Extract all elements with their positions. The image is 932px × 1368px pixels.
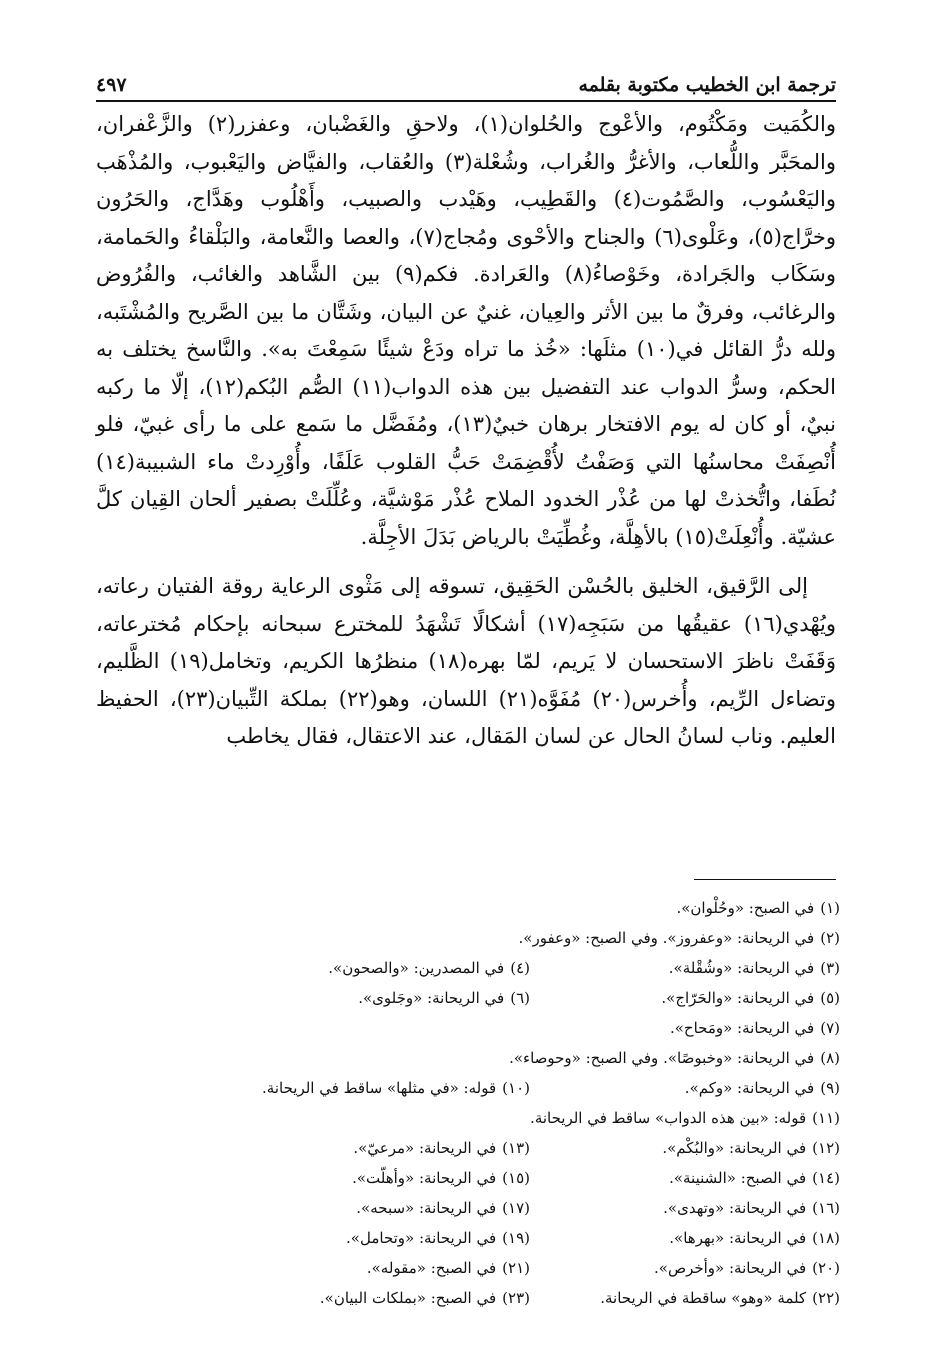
page-number: ٤٩٧ <box>96 74 127 96</box>
footnote-text: في الريحانة: «وخبوصًا». وفي الصبح: «وحوصاء». <box>509 1049 815 1067</box>
footnote-row <box>140 953 840 983</box>
footnote <box>530 983 840 1013</box>
footnote-text: في الريحانة: «مرعيّ». <box>353 1139 497 1157</box>
footnote <box>530 1223 840 1253</box>
footnote <box>140 1043 840 1073</box>
footnote-text: في الصبح: «مقوله». <box>366 1259 497 1277</box>
footnote <box>140 953 530 983</box>
footnote-text: في الصبح: «وحُلْوان». <box>676 899 815 917</box>
footnote-number: (٢١) <box>502 1259 530 1277</box>
header-rule <box>96 100 836 102</box>
footnote-row <box>140 1133 840 1163</box>
footnote-number: (١١) <box>812 1109 840 1127</box>
footnote-text: في الريحانة: «ومَحاح». <box>669 1019 815 1037</box>
footnotes <box>140 893 840 1313</box>
footnote-row <box>140 1223 840 1253</box>
footnote-text: في الريحانة: «وكم». <box>684 1079 815 1097</box>
footnote-number: (١٩) <box>502 1229 530 1247</box>
footnote-number: (١٧) <box>502 1199 530 1217</box>
footnote-number: (١٦) <box>812 1199 840 1217</box>
footnote-text: في الريحانة: «وجَلوى». <box>358 989 505 1007</box>
paragraph: والكُمَيت ومَكْتُوم، والأعْوج والحُلوان(١)، ولاحقِ والغَضْبان، وعفزر(٢) والزَّعْفران، والمحَبَّر واللُّعاب، والأغرُّ والغُراب، وشُعْلة(٣) والعُقاب، والفيَّاض واليَعْبوب، والمُذْهَب واليَعْسُوب، والصَّمُوت(٤) والقَطِيب، وهَيْدب والصبيب، وأَهْلُوب وهَدَّاج، والحَرُون وخرَّاج(٥)، وعَلْوى(٦) والجناح والأحْوى ومُجاج(٧)، والعصا والنَّعامة، والبَلْقاءُ والحَمامة، وسَكَاب والجَرادة، وخَوْصاءُ(٨) والعَرادة. فكم(٩) بين الشَّاهد والغائب، والفُرُوض والرغائب، وفرقٌ ما بين الأثر والعِيان، غنيٌ عن البيان، وشَتَّان ما بين الصَّريح والمُشْتَبه، ولله درُّ القائل في(١٠) مثلَها: «خُذ ما تراه ودَعْ شيئًا سَمِعْتَ به». والنَّاسخ يختلف به الحكم، وسرُّ الدواب عند التفضيل بين هذه الدواب(١١) الصُّم البُكم(١٢)، إلّا ما ركبه نبيٌ، أو كان له يوم الافتخار برهان خبيٌ(١٣)، ومُفَضَّل ما سَمع على ما رأى غبيّ، فلو أُنْصِفَتْ محاسنُها التي وَصَفْتُ لأُقْضِمَتْ حَبُّ القلوب عَلَفًا، وأُوْرِدتْ ماء الشبيبة(١٤) نُطَفا، واتُّخذتْ لها من عُذْر الخدود الملاح عُذْر مَوْشيَّة، وعُلِّلَتْ بصفير ألحان القِيان كلَّ عشيّة. وأُنْعِلَتْ(١٥) بالأهِلَّة، وغُطِّيَتْ بالرياض بَدَلَ الأجِلَّة. <box>96 112 837 549</box>
footnote-text: في الريحانة: «وتحامل». <box>346 1229 497 1247</box>
footnote-row <box>140 1013 840 1043</box>
footnote <box>140 1133 530 1163</box>
footnote-text: في الريحانة: «سبحه». <box>356 1199 497 1217</box>
footnote-number: (١٣) <box>502 1139 530 1157</box>
footnote-number: (١٨) <box>812 1229 840 1247</box>
footnote-row <box>140 1073 840 1103</box>
footnote <box>530 1283 840 1313</box>
footnote-text: في الريحانة: «والبُكْم». <box>662 1139 807 1157</box>
footnote-number: (٩) <box>820 1079 840 1097</box>
footnote-text: في الريحانة: «بهرها». <box>669 1229 807 1247</box>
footnote-number: (٣) <box>820 959 840 977</box>
footnote-text: في الصبح: «بملكات البيان». <box>319 1289 497 1307</box>
footnote <box>530 1253 840 1283</box>
footnote <box>140 1103 840 1133</box>
footnote <box>530 1073 840 1103</box>
footnote <box>140 1193 530 1223</box>
footnote-number: (١٠) <box>502 1079 530 1097</box>
footnote-number: (٨) <box>820 1049 840 1067</box>
footnote <box>140 1013 840 1043</box>
footnote-text: في الصبح: «الشنينة». <box>669 1169 807 1187</box>
footnote-number: (٦) <box>510 989 530 1007</box>
footnote-text: في الريحانة: «والحَرّاج». <box>661 989 815 1007</box>
footnote <box>140 1253 530 1283</box>
footnote-row <box>140 983 840 1013</box>
footnote-number: (١٢) <box>812 1139 840 1157</box>
footnote-text: قوله: «بين هذه الدواب» ساقط في الريحانة. <box>530 1109 807 1127</box>
body-text <box>96 106 836 756</box>
footnote-text: في الريحانة: «وشُقْلة». <box>668 959 815 977</box>
footnote <box>140 1283 530 1313</box>
footnote <box>530 1133 840 1163</box>
footnote-text: قوله: «في مثلها» ساقط في الريحانة. <box>262 1079 497 1097</box>
footnote-row <box>140 1283 840 1313</box>
footnote-text: في الريحانة: «وأخرص». <box>654 1259 807 1277</box>
footnote <box>140 1223 530 1253</box>
footnote-text: في الريحانة: «وعفروز». وفي الصبح: «وعفور». <box>518 929 815 947</box>
footnote <box>530 1163 840 1193</box>
footnote-row <box>140 923 840 953</box>
footnote <box>140 1073 530 1103</box>
footnote-row <box>140 1163 840 1193</box>
footnote-number: (٥) <box>820 989 840 1007</box>
footnote-text: في الريحانة: «وتهدى». <box>663 1199 807 1217</box>
footnote-text: كلمة «وهو» ساقطة في الريحانة. <box>600 1289 807 1307</box>
footnote-separator <box>694 879 836 880</box>
footnote-row <box>140 1193 840 1223</box>
running-title: ترجمة ابن الخطيب مكتوبة بقلمه <box>578 74 836 96</box>
footnote <box>140 893 840 923</box>
footnote-number: (١) <box>820 899 840 917</box>
footnote-text: في الريحانة: «وأهلّت». <box>352 1169 497 1187</box>
footnote-number: (٧) <box>820 1019 840 1037</box>
footnote <box>140 983 530 1013</box>
footnote-row <box>140 1253 840 1283</box>
footnote <box>530 953 840 983</box>
footnote-number: (٢٣) <box>502 1289 530 1307</box>
footnote <box>140 923 840 953</box>
paragraph: إلى الرَّقيق، الخليق بالحُسْن الحَقِيق، تسوقه إلى مَثْوى الرعاية روقة الفتيان رعاته، ويُهْدي(١٦) عقيقُها من سَبَجِه(١٧) أشكالًا تَشْهَدُ للمخترع سبحانه بإحكام مُخترعاته، وَقَفَتْ ناظرَ الاستحسان لا يَريم، لمّا بهره(١٨) منظرُها الكريم، وتخامل(١٩) الظَّليم، وتضاءل الرِّيم، وأُخرس(٢٠) مُفَوَّه(٢١) اللسان، وهو(٢٢) بملكة التِّبيان(٢٣)، الحفيظ العليم. وناب لسانُ الحال عن لسان المَقال، عند الاعتقال، فقال يخاطب <box>96 574 836 748</box>
footnote-number: (١٥) <box>502 1169 530 1187</box>
footnote-number: (٤) <box>510 959 530 977</box>
footnote-row <box>140 1103 840 1133</box>
footnote-number: (٢٠) <box>812 1259 840 1277</box>
footnote <box>530 1193 840 1223</box>
footnote-number: (١٤) <box>812 1169 840 1187</box>
footnote-row <box>140 893 840 923</box>
footnote-number: (٢) <box>820 929 840 947</box>
footnote <box>140 1163 530 1193</box>
footnote-text: في المصدرين: «والصحون». <box>328 959 505 977</box>
footnote-number: (٢٢) <box>812 1289 840 1307</box>
page-header <box>96 58 836 96</box>
footnote-row <box>140 1043 840 1073</box>
